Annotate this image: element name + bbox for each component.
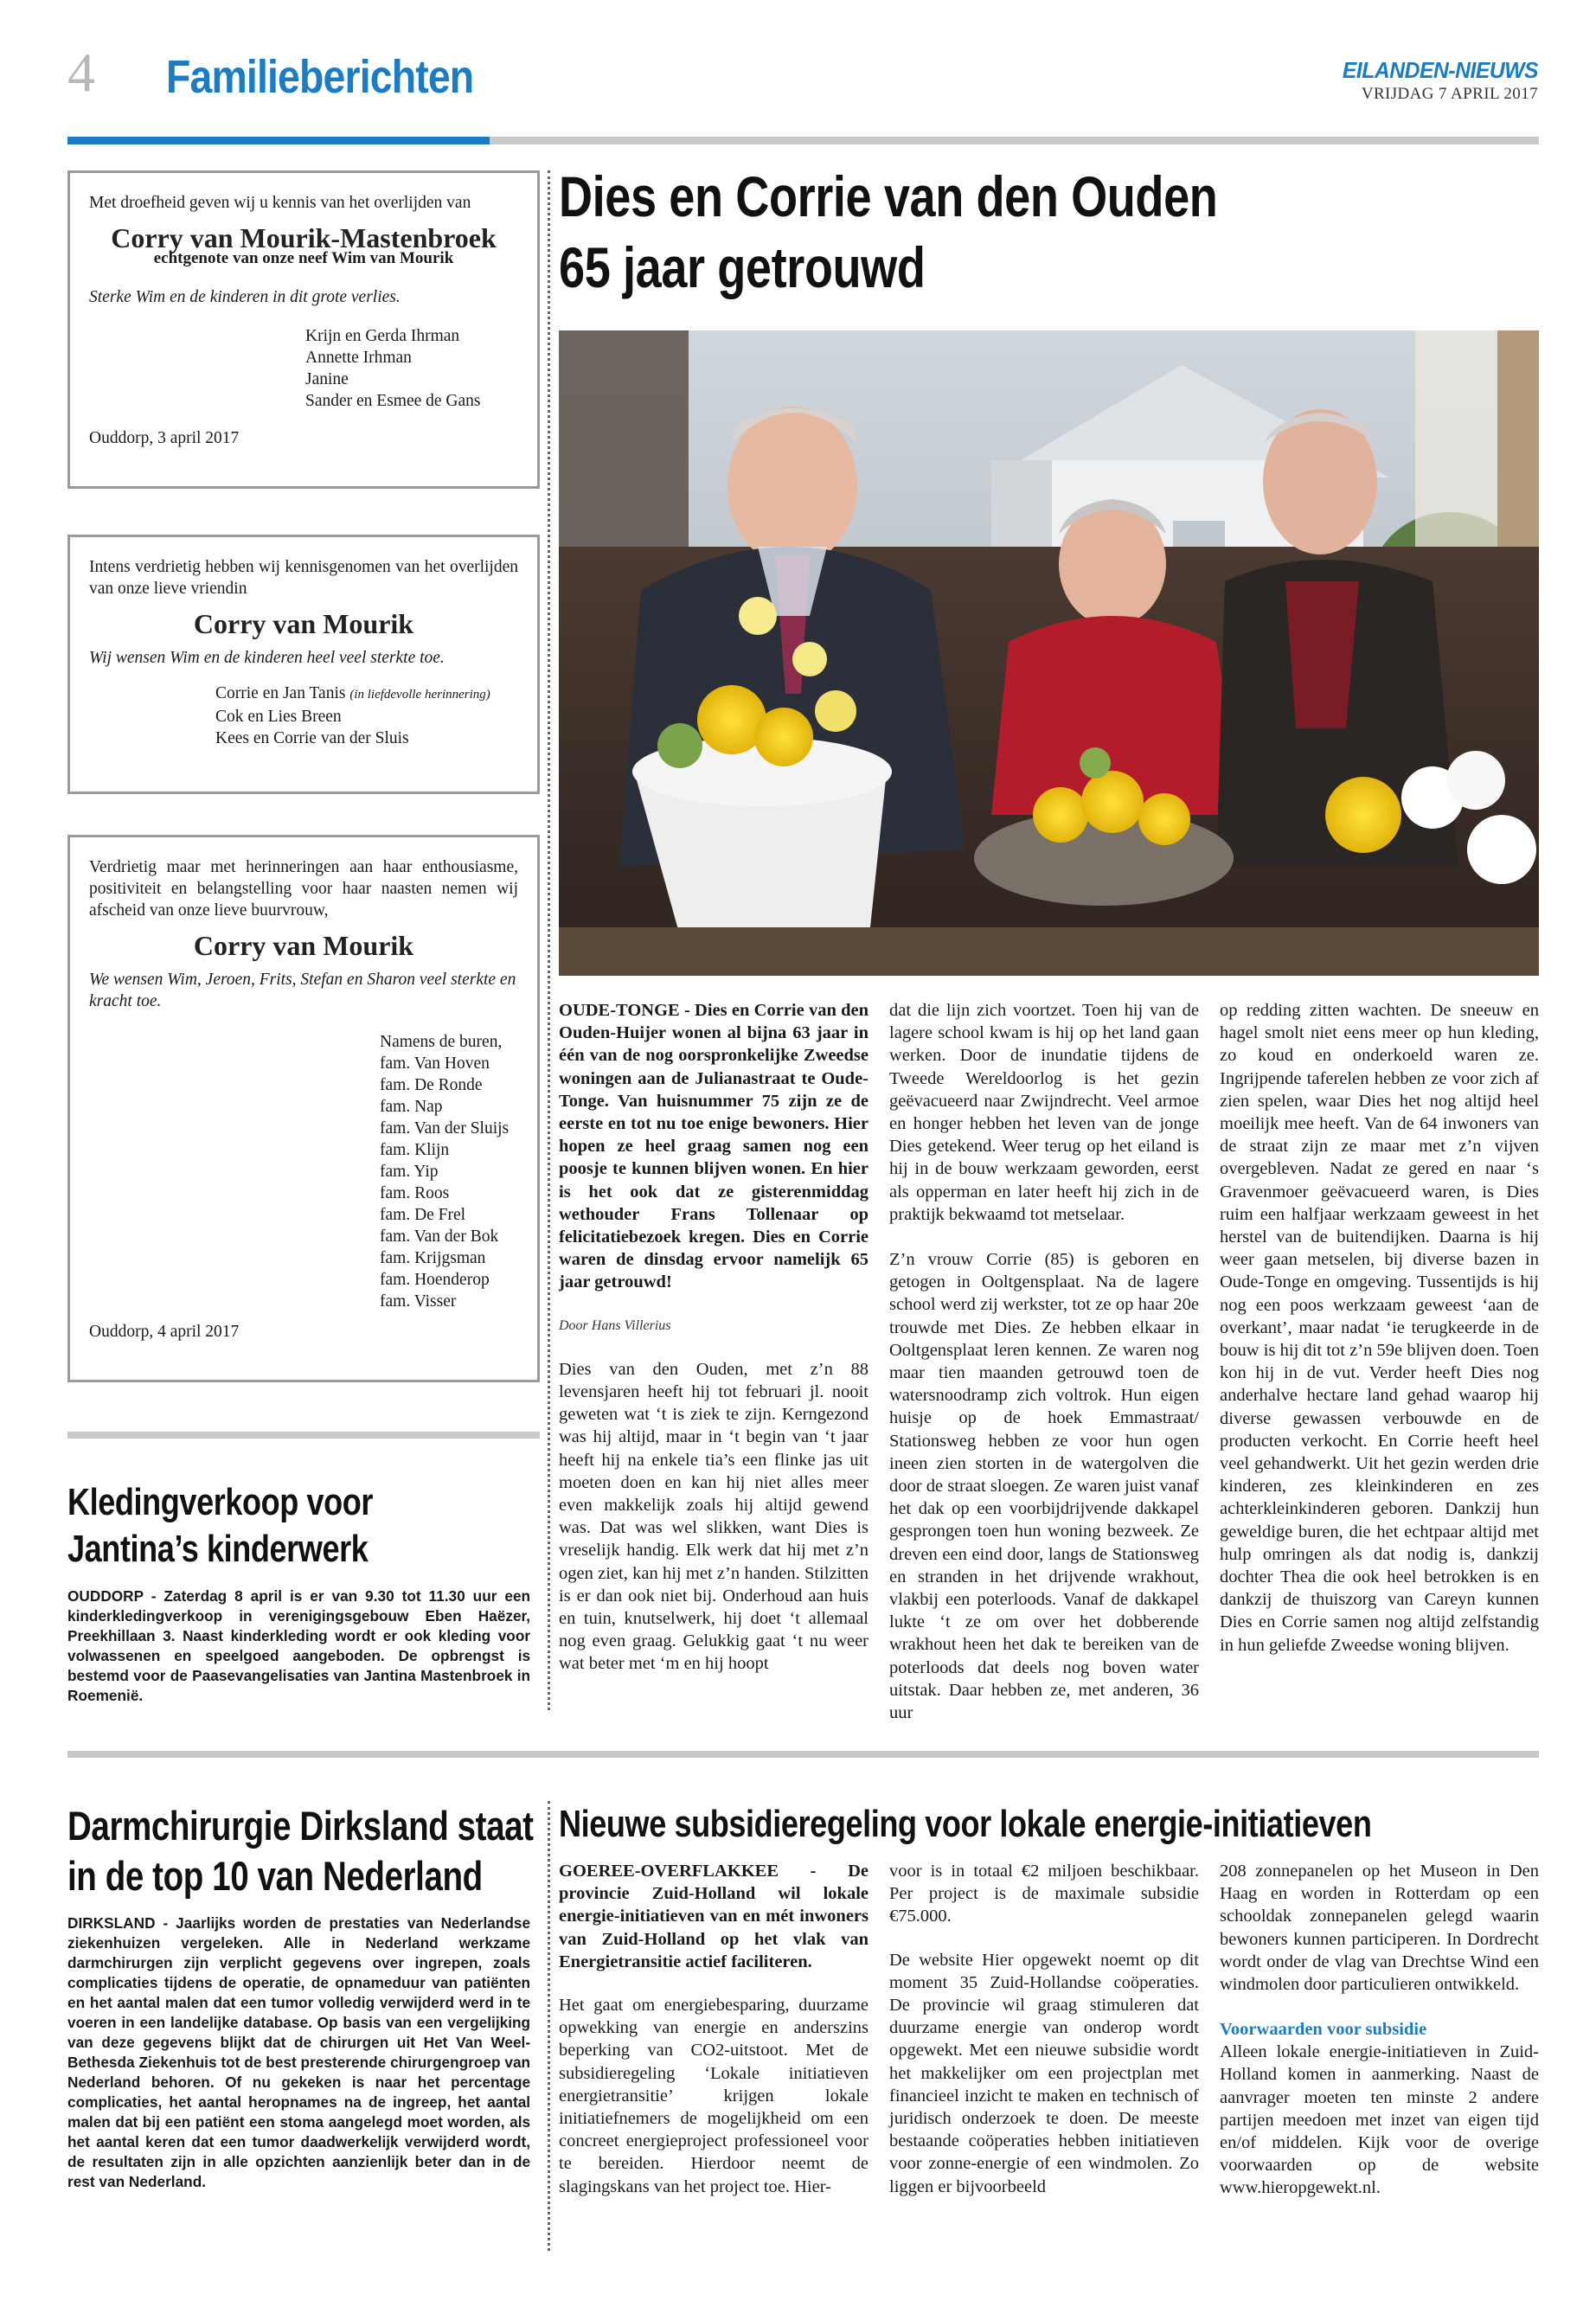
article-paragraph: Het gaat om energiebesparing, duurzame opwekking van energie en anderszins beperking van CO2-uitstoot. Met de subsidieregeling ‘Lokale initiatieven energietransitie’ krijgen lokale initiatiefnemers de mogelijkheid om een concreet energieproject professioneel voor te bereiden. Hierdoor neemt de slagingskans van het project toe. Hier- [559,1996,869,2196]
article-paragraph: voor is in totaal €2 miljoen beschikbaar. Per project is de maximale subsidie €75.000. [889,1862,1199,1926]
column-rule [67,1432,540,1439]
signer: Sander en Esmee de Gans [305,392,481,410]
main-article-col3 [1220,999,1539,1657]
signer-note: (in liefdevolle herinnering) [349,688,490,702]
kleding-body: OUDDORP - Zaterdag 8 april is er van 9.30 tot 11.30 uur een kinderkledingverkoop in verenigingsgebouw Eben Haëzer, Preekhillaan 3. Naast kinderkleding wordt er ook kleding voor volwassenen en speelgoed aangeboden. De opbrengst is bestemd voor de Paasevangelisaties van Jantina Mastenbroek in Roemenië. [67,1587,531,1704]
article-subhead: Voorwaarden voor subsidie [1220,2020,1427,2040]
signer: fam. Visser [380,1292,457,1311]
headline-line: Dies en Corrie van den Ouden [559,164,1218,228]
signer: fam. Van Hoven [380,1054,490,1073]
headline-line: Darmchirurgie Dirksland staat [67,1803,534,1849]
signer: fam. Yip [380,1163,439,1181]
article-paragraph: 208 zonnepanelen op het Museon in Den Haag en worden in Rotterdam op een schooldak zonnepanelen gelegd waarin bewoners kunnen participeren. In Dordrecht wordt onder de vlag van Drechtse Wind een windmolen door particulieren ontwikkeld. [1220,1862,1539,1995]
notice-intro: Verdrietig maar met herinneringen aan haar enthousiasme, positiviteit en belangstelling voor haar naasten nemen wij afscheid van onze lieve buurvrouw, [89,858,518,920]
energie-col3 [1220,1860,1539,2200]
photo-illustration [559,330,1539,976]
masthead-logo: EILANDEN-NIEUWS [1342,57,1538,83]
notice-deceased-name: Corry van Mourik-Mastenbroek [111,222,497,253]
article-lead: OUDE-TONGE - Dies en Corrie van den Ouden-Huijer wonen al bijna 63 jaar in één van de nog oorspronkelijke Zweedse woningen aan de Julianastraat te Oude-Tonge. Van huisnummer 75 zijn ze de eerste en tot nu toe enige bewoners. Hier hopen ze heel graag samen nog een poosje te kunnen blijven wonen. En hier is het ook dat ze gisterenmiddag wethouder Frans Tollenaar op felicitatiebezoek kregen. Dies en Corrie waren de dinsdag ervoor namelijk 65 jaar getrouwd! [559,1001,869,1292]
death-notice-2 [67,535,540,794]
signer: fam. Hoenderop [380,1271,490,1289]
notice-place-date: Ouddorp, 3 april 2017 [89,429,240,447]
header-rule-accent [67,137,490,144]
article-byline: Door Hans Villerius [559,1317,671,1333]
notice-intro: Met droefheid geven wij u kennis van het overlijden van [89,194,471,212]
notice-wish: Wij wensen Wim en de kinderen heel veel sterkte toe. [89,649,445,667]
header-rule [490,137,1539,144]
column-divider [548,170,550,1710]
signer: fam. Nap [380,1098,443,1116]
signer: fam. De Frel [380,1206,466,1224]
article-paragraph: op redding zitten wachten. De sneeuw en hagel smolt niet eens meer op hun kleding, zo koud en onderkoeld waren ze. Ingrijpende taferelen hebben ze voor zich af zien spelen, waar Dies het nog altijd heel moeilijk mee heeft. Van de 64 inwoners van de straat zijn ze maar met z’n vijven overgebleven. Nadat ze gered en naar ‘s Gravenmoer geëvacueerd waren, is Dies ruim een halfjaar werkzaam geweest in het herstel van de buitendijken. Daarna is hij weer gaan metselen, bij diverse bazen in Oude-Tonge en omgeving. Tussentijds is hij nog een poos werkzaam geweest ‘aan de overkant’, maar nadat ‘ie terugkeerde in de bouw is hij dit tot z’n 59e blijven doen. Toen kon hij in de vut. Verder heeft Dies nog anderhalve hectare land gehad waarop hij diverse gewassen verbouwde en de producten verkocht. En Corrie heeft heel veel gehandwerkt. Uit het gezin werden drie kinderen, zes kleinkinderen en zes achterkleinkinderen geboren. Dankzij hun geweldige buren, die het echtpaar altijd met hulp omringen als dat nodig is, dankzij dochter Thea die ook heel betrokken is en dankzij de thuiszorg van Careyn kunnen Dies en Corrie samen nog altijd zelfstandig in hun geliefde Zweedse woning blijven. [1220,1001,1539,1655]
article-paragraph: De website Hier opgewekt noemt op dit moment 35 Zuid-Hollandse coöperaties. De provincie wil graag stimuleren dat duurzame energie van onderop wordt opgewekt. Met een nieuwe subsidie wordt het makkelijker om een projectplan met financieel inzicht te maken en technisch of juridisch onderzoek te doen. De meeste bestaande coöperaties hebben initiatieven voor zonne-energie of een windmolen. Zo liggen er bijvoorbeeld [889,1950,1199,2196]
article-lead: GOEREE-OVERFLAKKEE - De provincie Zuid-Holland wil lokale energie-initiatieven van en mét inwoners van Zuid-Holland op het vlak van Energietransitie actief faciliteren. [559,1862,869,1971]
notice-signers [380,1031,518,1312]
main-article-col1 [559,999,869,1676]
headline-line: Jantina’s kinderwerk [67,1528,369,1570]
signer: fam. Van der Bok [380,1227,499,1246]
death-notice-3 [67,835,540,1382]
signer: fam. De Ronde [380,1076,483,1094]
article-paragraph: Alleen lokale energie-initiatieven in Zuid-Holland komen in aanmerking. Naast de aanvrager moeten ten minste 2 andere partijen meedoen met inzet van eigen tijd en/of middelen. Kijk voor de overige voorwaarden op de website www.hieropgewekt.nl. [1220,2042,1539,2198]
issue-date: VRIJDAG 7 APRIL 2017 [1361,85,1538,103]
death-notice-1 [67,170,540,489]
signer: fam. Klijn [380,1141,450,1159]
energie-headline: Nieuwe subsidieregeling voor lokale energie-initiatieven [559,1803,1372,1845]
article-paragraph: Dies van den Ouden, met z’n 88 levensjaren heeft hij tot februari jl. nooit geweten wat ‘t is ziek te zijn. Kerngezond was hij altijd, maar in ‘t begin van ‘t jaar heeft hij na enkele tia’s een flinke jas uit moeten doen en kan hij niet alles meer even makkelijk zoals hij altijd gewend was. Dat was wel slikken, want Dies is vreselijk handig. Elk werk dat hij met z’n ogen ziet, kan hij met z’n handen. Stilzitten is er dan ook niet bij. Onderhoud aan huis en tuin, knutselwerk, hij doet ‘t allemaal nog even graag. Gelukkig gaat ‘t nu weer wat beter met ‘m en hij hoopt [559,1359,869,1674]
headline-line: in de top 10 van Nederland [67,1853,483,1899]
signer: Kees en Corrie van der Sluis [215,729,409,747]
notice-place-date: Ouddorp, 4 april 2017 [89,1323,240,1341]
notice-wish: Sterke Wim en de kinderen in dit grote verlies. [89,288,401,306]
signer: Krijn en Gerda Ihrman [305,327,460,345]
signer: Janine [305,370,349,388]
headline-line: Kledingverkoop voor [67,1481,374,1523]
notice-wish: We wensen Wim, Jeroen, Frits, Stefan en Sharon veel sterkte en kracht toe. [89,971,516,1010]
anniversary-photo [559,330,1539,976]
headline-line: 65 jaar getrouwd [559,235,926,299]
notice-deceased-name: Corry van Mourik [193,930,414,961]
page-number: 4 [67,42,95,103]
signer: fam. Van der Sluijs [380,1119,510,1138]
signer: fam. Krijgsman [380,1249,486,1267]
notice-intro: Intens verdrietig hebben wij kennisgenomen van het overlijden van onze lieve vriendin [89,558,518,598]
kleding-headline [67,1479,373,1573]
notice-signers [215,683,518,749]
darm-headline [67,1801,534,1901]
signer: Namens de buren, [380,1033,503,1051]
signer: Cok en Lies Breen [215,708,342,726]
darm-body: DIRKSLAND - Jaarlijks worden de prestaties van Nederlandse ziekenhuizen vergeleken. Alle in Nederland werkzame darmchirurgen zijn verplicht gegevens over ingrepen, zoals complicaties tijdens de operatie, de opnameduur van patiënten en het aantal malen dat een tumor volledig verwijderd werd in te voeren in een landelijke database. Op basis van een vergelijking van deze gegevens blijkt dat de chirurgen uit Het Van Weel-Bethesda Ziekenhuis tot de best presterende chirurgengroep van Nederland behoren. Of nu gekeken is naar het percentage complicaties, het aantal heropnames na de ingreep, het aantal malen dat bij een patiënt een stoma aangelegd moet worden, als het aantal keren dat een tumor daadwerkelijk verwijderd wordt, de resultaten zijn in alle opzichten aanzienlijk beter dan in de rest van Nederland. [67,1914,531,2190]
notice-deceased-name: Corry van Mourik [193,608,414,639]
section-rule [67,1751,1539,1758]
article-paragraph: dat die lijn zich voortzet. Toen hij van de lagere school kwam is hij op het land gaan werken. Door de inundatie tijdens de Tweede Wereldoorlog is het gezin geëvacueerd naar Zwijndrecht. Veel armoe en honger hebben het leven van de jonge Dies getekend. Weer terug op het eiland is hij in de bouw werkzaam geworden, eerst als opperman en later heeft hij zich in de praktijk bekwaamd tot metselaar. [889,1001,1199,1224]
signer: fam. Roos [380,1184,450,1202]
column-divider [548,1801,550,2251]
energie-col2 [889,1860,1199,2198]
main-headline [559,161,1217,303]
signer: Corrie en Jan Tanis (in liefdevolle herinnering) [215,684,490,702]
section-title: Familieberichten [166,51,474,103]
notice-relation: echtgenote van onze neef Wim van Mourik [153,249,454,267]
notice-signers [305,325,518,412]
main-article-col2 [889,999,1199,1724]
article-paragraph: Z’n vrouw Corrie (85) is geboren en getogen in Ooltgensplaat. Na de lagere school werd zij werkster, tot ze op haar 20e trouwde met Dies. Ze hebben elkaar in Ooltgensplaat leren kennen. Ze waren nog maar tien maanden getrouwd toen de watersnoodramp zich voltrok. Hun eigen huisje op de hoek Emmastraat/ Stationsweg hebben ze voor hun ogen ineen zien storten in de watergolven die door de straat sloegen. Ze waren juist vanaf het dak op een voorbijdrijvende dakkapel gesprongen toen hun woning bezweek. Ze dreven een eind door, langs de Stationsweg en stranden in het drijvende wrakhout, vlakbij een poterloods. Vanaf de dakkapel lukte ‘t ze om over het dobberende wrakhout heen het dak te bereiken van de poterloods dat deels nog boven water uitstak. Daar hebben ze, met anderen, 36 uur [889,1250,1199,1723]
signer: Annette Irhman [305,349,412,367]
energie-col1 [559,1860,869,2198]
